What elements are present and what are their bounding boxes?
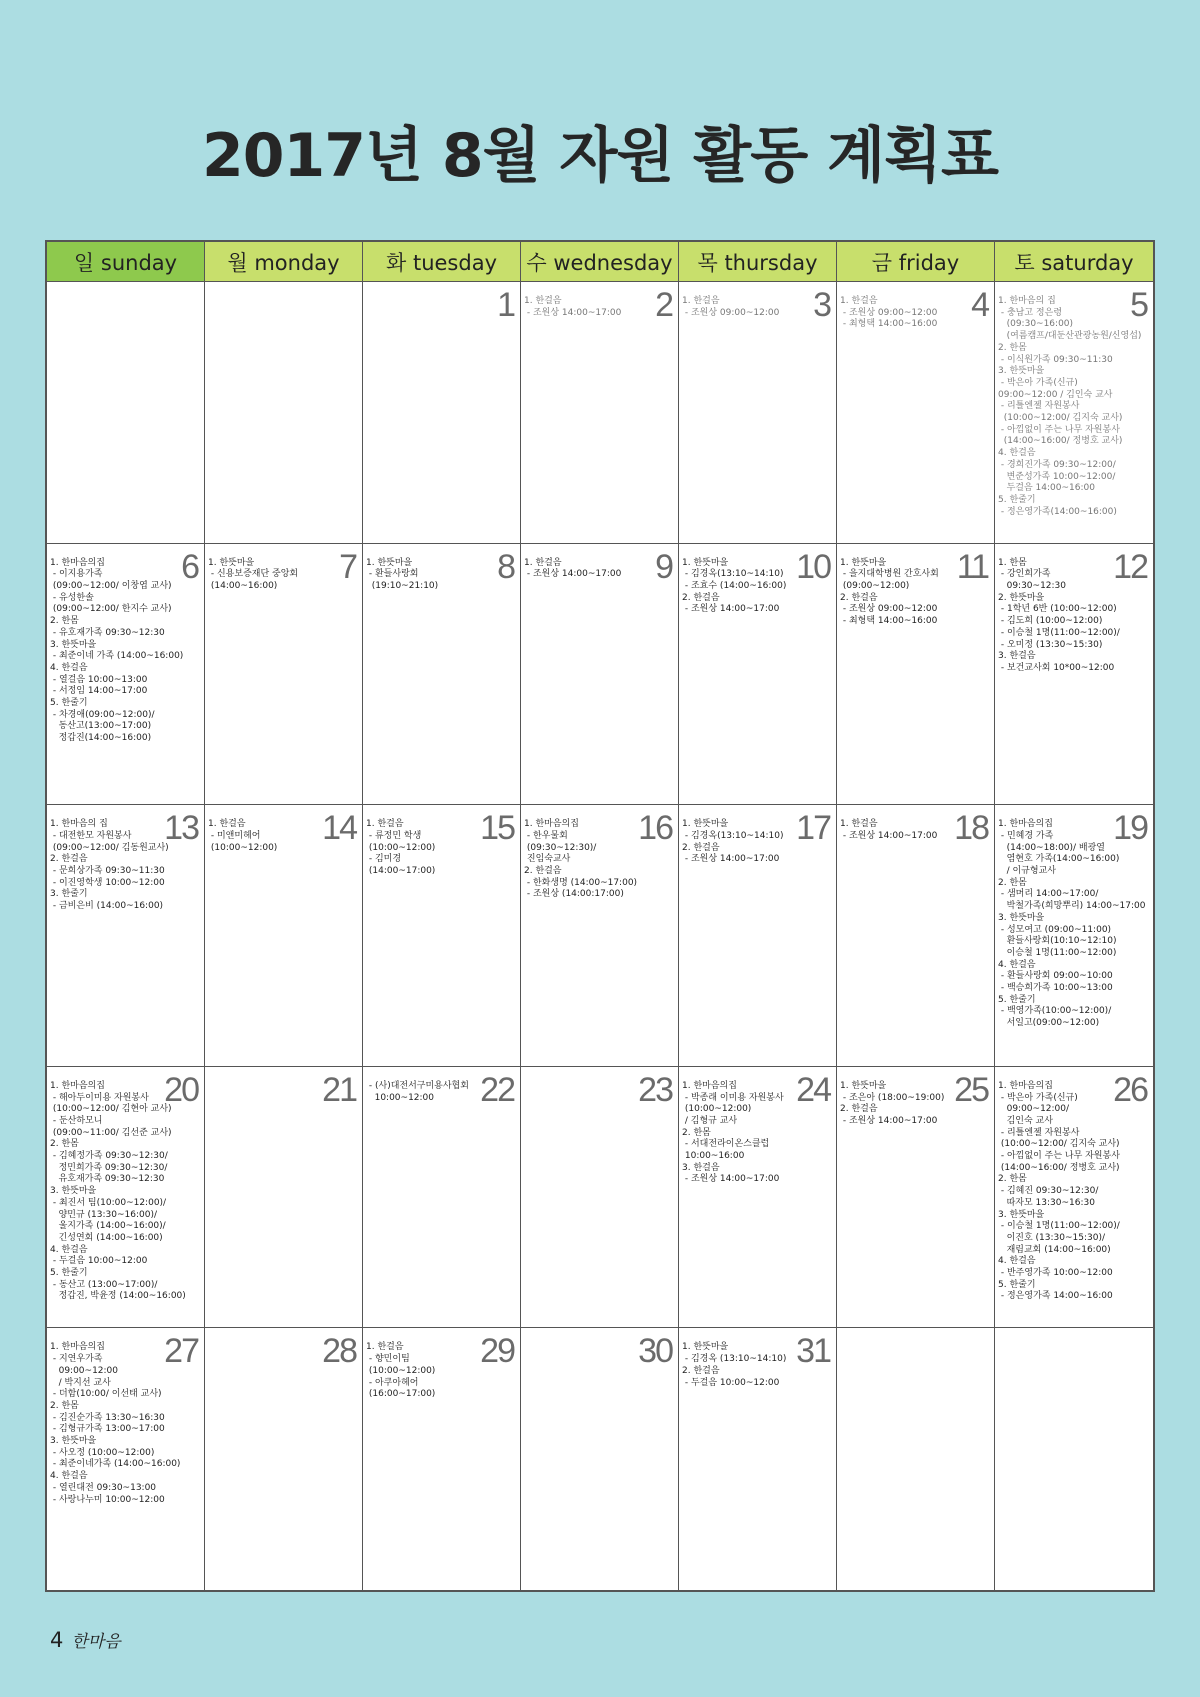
day-cell — [363, 544, 521, 806]
day-events: 1. 한걸음 - 조원상 09:00~12:00 - 최형택 14:00~16:00 — [840, 296, 938, 330]
day-events: 1. 한마음의집 - 해아두이미용 자원봉사 (10:00~12:00/ 김현아 교사) - 둔산하모니 (09:00~11:00/ 김선준 교사) 2. 한몸 - 김혜정가족 09:30~12:30/ 정민희가족 09:30~12:30/ 유호재가족 09:30~12:30 3. 한뜻마을 - 최진서 팀(10:00~12:00)/ 양민규 (13:30~16:00)/ 울지가족 (14:00~16:00)/ 긴성연회 (14:00~16:00) 4. 한걸음 - 두걸음 10:00~12:00 5. 한줄기 - 동산고 (13:00~17:00)/ 정갑진, 박윤정 (14:00~16:00) — [50, 1080, 186, 1302]
header-friday: 금 friday — [837, 242, 995, 282]
day-number: 19 — [1113, 809, 1147, 848]
day-number: 18 — [954, 809, 988, 848]
day-cell — [521, 805, 679, 1067]
day-events: 1. 한뜻마을 - 조은아 (18:00~19:00) 2. 한걸음 - 조원상 14:00~17:00 — [840, 1080, 945, 1126]
day-cell — [47, 1067, 205, 1329]
day-number: 22 — [480, 1070, 514, 1109]
day-events: 1. 한마음의집 - 민혜경 가족 (14:00~18:00)/ 배광열 염현호 가족(14:00~16:00) / 이규형교사 2. 한몸 - 샘머리 14:00~17:00/ 박철가족(희망뿌리) 14:00~17:00 3. 한뜻마을 - 성모여고 (09:00~11:00) 환들사랑회(10:10~12:10) 이승철 1명(11:00~12:00) 4. 한걸음 - 환들사랑회 09:00~10:00 - 백승희가족 10:00~13:00 5. 한줄기 - 백영가족(10:00~12:00)/ 서일고(09:00~12:00) — [998, 819, 1146, 1029]
day-number: 15 — [480, 809, 514, 848]
day-cell — [995, 544, 1153, 806]
day-events: 1. 한걸음 - 조원상 14:00~17:00 — [524, 557, 622, 580]
day-number: 30 — [638, 1332, 672, 1371]
day-number: 10 — [796, 547, 830, 586]
day-number: 3 — [813, 286, 830, 324]
day-events: 1. 한뜻마을 - 을지대학병원 간호사회 (09:00~12:00) 2. 한걸음 - 조원상 09:00~12:00 - 최형택 14:00~16:00 — [840, 557, 939, 627]
day-cell — [521, 544, 679, 806]
day-number: 7 — [339, 547, 356, 586]
day-events: 1. 한마음의집 - 박은아 가족(신규) 09:00~12:00/ 김인숙 교사 - 리틀엔젤 자원봉사 (10:00~12:00/ 김지숙 교사) - 아낌없이 주는 나무 자원봉사 (14:00~16:00/ 정병호 교사) 2. 한몸 - 김혜진 09:30~12:30/ 따자모 13:30~16:30 3. 한뜻마을 - 이승철 1명(11:00~12:00)/ 이진호 (13:30~15:30)/ 재림교회 (14:00~16:00) 4. 한걸음 - 반주영가족 10:00~12:00 5. 한줄기 - 정은영가족 14:00~16:00 — [998, 1080, 1120, 1302]
day-cell — [521, 1067, 679, 1329]
day-number: 29 — [480, 1332, 514, 1371]
day-cell — [679, 544, 837, 806]
day-number: 20 — [164, 1070, 198, 1109]
day-number: 16 — [638, 809, 672, 848]
header-saturday: 토 saturday — [995, 242, 1153, 282]
day-events: 1. 한뜻마을 - 김경옥 (13:10~14:10) 2. 한걸음 - 두걸음 10:00~12:00 — [682, 1342, 787, 1388]
day-events — [205, 282, 362, 296]
day-cell — [837, 805, 995, 1067]
day-events: 1. 한마음의 집 - 대전한모 자원봉사 (09:00~12:00/ 김동원교사) 2. 한걸음 - 문희상가족 09:30~11:30 - 이진영학생 10:00~12:00 3. 한줄기 - 금비은비 (14:00~16:00) — [50, 819, 169, 912]
day-events: 1. 한뜻마을 - 신용보증재단 중앙회 (14:00~16:00) — [208, 557, 299, 591]
day-cell — [205, 1067, 363, 1329]
day-number: 28 — [322, 1332, 356, 1371]
day-cell — [205, 1328, 363, 1590]
day-cell — [205, 544, 363, 806]
brand-logo: 한마음 — [71, 1632, 121, 1652]
calendar-grid — [45, 240, 1155, 1592]
day-number: 9 — [655, 547, 672, 586]
day-cell — [205, 805, 363, 1067]
day-number: 27 — [164, 1332, 198, 1371]
day-cell — [363, 1328, 521, 1590]
day-number: 14 — [322, 809, 356, 848]
day-cell — [679, 282, 837, 544]
day-cell — [679, 1328, 837, 1590]
day-number: 4 — [971, 286, 988, 324]
day-number: 5 — [1130, 286, 1147, 324]
day-number: 2 — [655, 286, 672, 324]
day-cell — [679, 1067, 837, 1329]
day-cell — [47, 544, 205, 806]
day-events: 1. 한마음의집 - 이지용가족 (09:00~12:00/ 이창엽 교사) - 유성한솔 (09:00~12:00/ 한지수 교사) 2. 한몸 - 유호재가족 09:30~12:30 3. 한뜻마을 - 최준이네 가족 (14:00~16:00) 4. 한걸음 - 열걸음 10:00~13:00 - 서정임 14:00~17:00 5. 한줄기 - 차경애(09:00~12:00)/ 동산고(13:00~17:00) 정갑진(14:00~16:00) — [50, 557, 184, 744]
day-events: 1. 한걸음 - 조원상 14:00~17:00 — [840, 819, 938, 841]
day-cell — [521, 282, 679, 544]
header-wednesday: 수 wednesday — [521, 242, 679, 282]
day-events — [837, 1328, 994, 1342]
day-cell — [837, 544, 995, 806]
day-events: 1. 한걸음 - 조원상 09:00~12:00 — [682, 296, 780, 318]
header-thursday: 목 thursday — [679, 242, 837, 282]
day-events: 1. 한뜻마을 - 환들사랑회 (19:10~21:10) — [366, 557, 439, 591]
day-number: 11 — [956, 547, 988, 586]
day-number: 26 — [1113, 1070, 1147, 1109]
day-number: 25 — [954, 1070, 988, 1109]
day-cell — [47, 282, 205, 544]
day-number: 13 — [164, 809, 198, 848]
day-events: 1. 한걸음 - 류정민 학생 (10:00~12:00) - 김미경 (14:00~17:00) — [366, 819, 436, 876]
day-events — [47, 282, 204, 296]
day-number: 21 — [322, 1070, 356, 1109]
day-events: 1. 한마음의 집 - 충남고 정은령 (09:30~16:00) (여름캠프/대둔산관광농원/신영섭) 2. 한몸 - 이식원가족 09:30~11:30 3. 한뜻마을 - 박은아 가족(신규) 09:00~12:00 / 김인숙 교사 - 리틀엔젤 자원봉사 (10:00~12:00/ 김지숙 교사) - 아낌없이 주는 나무 자원봉사 (14:00~16:00/ 정병호 교사) 4. 한걸음 - 경희진가족 09:30~12:00/ 변준성가족 10:00~12:00/ 두걸음 14:00~16:00 5. 한줄기 - 정은영가족(14:00~16:00) — [998, 296, 1142, 517]
day-cell — [837, 1328, 995, 1590]
day-number: 31 — [796, 1332, 830, 1371]
header-tuesday: 화 tuesday — [363, 242, 521, 282]
day-cell — [995, 1067, 1153, 1329]
day-cell — [363, 282, 521, 544]
day-events — [995, 1328, 1153, 1342]
day-cell — [47, 805, 205, 1067]
day-number: 6 — [181, 547, 198, 586]
day-events: 1. 한마음의집 - 박종래 이미용 자원봉사 (10:00~12:00) / 김형규 교사 2. 한몸 - 서대전라이온스클럽 10:00~16:00 3. 한걸음 - 조원상 14:00~17:00 — [682, 1080, 784, 1185]
day-cell — [205, 282, 363, 544]
day-cell — [521, 1328, 679, 1590]
day-cell — [995, 282, 1153, 544]
page-title: 2017년 8월 자원 활동 계획표 — [202, 121, 998, 191]
header-monday: 월 monday — [205, 242, 363, 282]
page-footer — [50, 1627, 121, 1652]
day-number: 1 — [497, 286, 514, 324]
day-events: 1. 한걸음 - 향민이팀 (10:00~12:00) - 아쿠아헤어 (16:00~17:00) — [366, 1342, 436, 1400]
page-number: 4 — [50, 1628, 64, 1652]
day-cell — [995, 1328, 1153, 1590]
day-cell — [837, 282, 995, 544]
day-cell — [363, 805, 521, 1067]
day-cell — [47, 1328, 205, 1590]
day-number: 17 — [796, 809, 830, 848]
header-sunday: 일 sunday — [47, 242, 205, 282]
day-number: 24 — [796, 1070, 830, 1109]
day-cell — [679, 805, 837, 1067]
day-events: 1. 한마음의집 - 한우물회 (09:30~12:30)/ 진임숙교사 2. 한걸음 - 한화생명 (14:00~17:00) - 조원상 (14:00:17:00) — [524, 819, 638, 900]
day-number: 8 — [497, 547, 514, 586]
day-events: 1. 한마음의집 - 지연우가족 09:00~12:00 / 박지선 교사 - 더함(10:00/ 이선태 교사) 2. 한몸 - 김진순가족 13:30~16:30 - 김형규가족 13:00~17:00 3. 한뜻마을 - 사오정 (10:00~12:00) - 최준이네가족 (14:00~16:00) 4. 한걸음 - 열린대전 09:30~13:00 - 사랑나누미 10:00~12:00 — [50, 1342, 181, 1505]
day-number: 23 — [638, 1070, 672, 1109]
day-cell — [995, 805, 1153, 1067]
day-events: 1. 한걸음 - 조원상 14:00~17:00 — [524, 296, 622, 318]
day-events: 1. 한뜻마을 - 김경옥(13:10~14:10) - 조효수 (14:00~16:00) 2. 한걸음 - 조원상 14:00~17:00 — [682, 557, 787, 615]
day-events: 1. 한걸음 - 미앤미헤어 (10:00~12:00) — [208, 819, 278, 853]
day-cell — [363, 1067, 521, 1329]
day-events: 1. 한몸 - 강인희가족 09:30~12:30 2. 한뜻마을 - 1학년 6반 (10:00~12:00) - 김도희 (10:00~12:00) - 이승철 1명(11:00~12:00)/ - 오미정 (13:30~15:30) 3. 한걸음 - 보건교사회 10*00~12:00 — [998, 557, 1120, 673]
day-events: 1. 한뜻마을 - 김경옥(13:10~14:10) 2. 한걸음 - 조원상 14:00~17:00 — [682, 819, 784, 865]
day-cell — [837, 1067, 995, 1329]
day-events: - (사)대전서구미용사협회 10:00~12:00 — [368, 1080, 469, 1103]
day-number: 12 — [1113, 547, 1147, 586]
